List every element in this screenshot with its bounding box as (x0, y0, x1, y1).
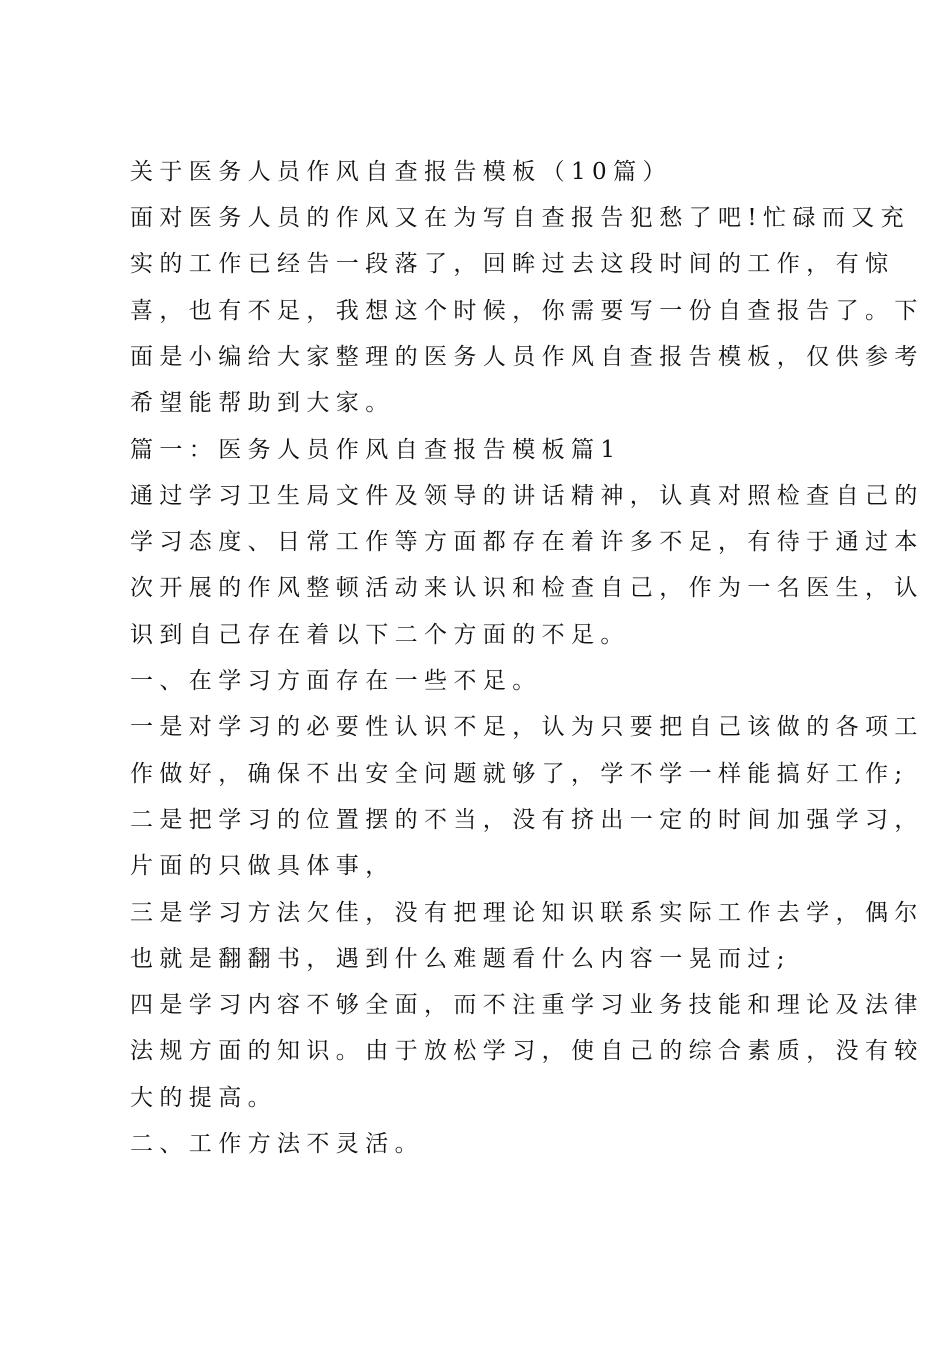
paragraph-line: 三是学习方法欠佳，没有把理论知识联系实际工作去学，偶尔 (130, 899, 924, 926)
paragraph-line: 作做好，确保不出安全问题就够了，学不学一样能搞好工作; (130, 760, 909, 787)
paragraph-line: 实的工作已经告一段落了，回眸过去这段时间的工作，有惊 (130, 251, 895, 278)
paragraph-line: 面对医务人员的作风又在为写自查报告犯愁了吧!忙碌而又充 (130, 205, 911, 231)
paragraph-line: 四是学习内容不够全面，而不注重学习业务技能和理论及法律 (130, 992, 924, 1019)
paragraph-line: 喜，也有不足，我想这个时候，你需要写一份自查报告了。下 (130, 297, 924, 324)
paragraph-line: 面是小编给大家整理的医务人员作风自查报告模板，仅供参考 (130, 343, 924, 370)
paragraph-line: 法规方面的知识。由于放松学习，使自己的综合素质，没有较 (130, 1038, 924, 1065)
paragraph-line: 也就是翻翻书，遇到什么难题看什么内容一晃而过; (130, 945, 791, 972)
paragraph-line: 识到自己存在着以下二个方面的不足。 (130, 621, 630, 648)
paragraph-line: 片面的只做具体事， (130, 853, 395, 880)
document-title: 关于医务人员作风自查报告模板（10篇） (130, 159, 672, 185)
paragraph-line: 希望能帮助到大家。 (130, 390, 395, 417)
paragraph-line: 大的提高。 (130, 1084, 277, 1111)
paragraph-line: 一是对学习的必要性认识不足，认为只要把自己该做的各项工 (130, 714, 924, 741)
paragraph-line: 通过学习卫生局文件及领导的讲话精神，认真对照检查自己的 (130, 482, 924, 509)
paragraph-line: 篇一：医务人员作风自查报告模板篇1 (130, 436, 622, 463)
paragraph-line: 二、工作方法不灵活。 (130, 1131, 424, 1157)
paragraph-line: 次开展的作风整顿活动来认识和检查自己，作为一名医生，认 (130, 575, 924, 602)
paragraph-line: 二是把学习的位置摆的不当，没有挤出一定的时间加强学习， (130, 806, 924, 833)
paragraph-line: 学习态度、日常工作等方面都存在着许多不足，有待于通过本 (130, 529, 924, 556)
paragraph-line: 一、在学习方面存在一些不足。 (130, 668, 542, 694)
